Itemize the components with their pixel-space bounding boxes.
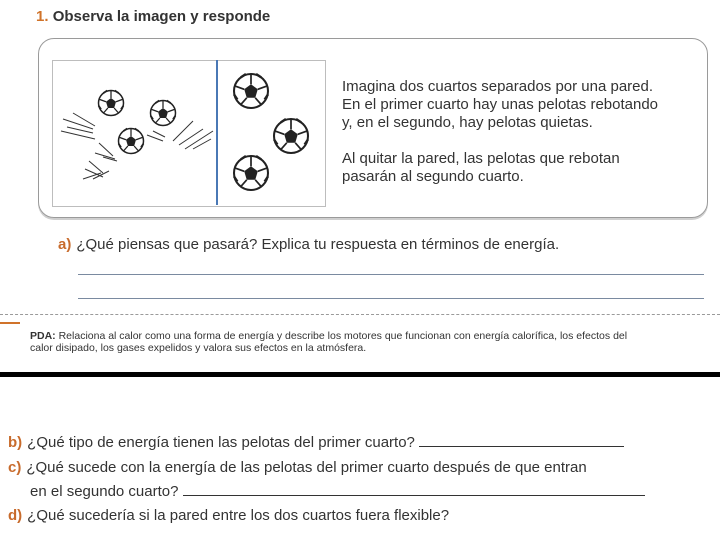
balls-drawing <box>53 61 325 206</box>
question-a <box>58 236 559 253</box>
question-text: en el segundo cuarto? <box>30 483 179 500</box>
question-text: ¿Qué piensas que pasará? Explica tu respuesta en términos de energía. <box>76 236 560 253</box>
question-label: b) <box>8 434 23 451</box>
question-c-continued <box>30 483 645 500</box>
pda-note <box>30 330 710 354</box>
question-label: a) <box>58 236 72 253</box>
answer-line[interactable] <box>78 274 704 275</box>
scenario-description <box>342 78 702 204</box>
still-ball <box>274 119 308 153</box>
description-line: pasarán al segundo cuarto. <box>342 168 524 185</box>
pda-text-line: calor disipado, los gases expelidos y valora sus efectos en la atmósfera. <box>30 342 367 354</box>
exercise-title-text: Observa la imagen y responde <box>52 8 271 25</box>
still-ball <box>234 74 268 108</box>
bouncing-ball <box>151 101 176 126</box>
question-c <box>8 459 587 476</box>
description-line: En el primer cuarto hay unas pelotas rebotando <box>342 96 659 113</box>
question-text: ¿Qué sucedería si la pared entre los dos cuartos fuera flexible? <box>27 507 450 524</box>
question-b <box>8 434 624 451</box>
rooms-illustration <box>52 60 326 207</box>
page-break-bar <box>0 372 720 377</box>
bouncing-ball <box>99 91 124 116</box>
pda-label: PDA: <box>30 330 56 342</box>
room-wall <box>216 60 218 205</box>
answer-line[interactable] <box>419 446 624 447</box>
pda-marker <box>0 322 20 324</box>
question-text: ¿Qué sucede con la energía de las pelotas del primer cuarto después de que entran <box>26 459 587 476</box>
answer-line[interactable] <box>183 495 645 496</box>
description-line: Al quitar la pared, las pelotas que rebotan <box>342 150 620 167</box>
question-label: d) <box>8 507 23 524</box>
section-divider <box>0 314 720 315</box>
answer-line[interactable] <box>78 298 704 299</box>
pda-text-line: Relaciona al calor como una forma de energía y describe los motores que funcionan con energía calorífica, los efectos del <box>58 330 628 342</box>
bouncing-ball <box>119 129 144 154</box>
description-line: Imagina dos cuartos separados por una pared. <box>342 78 654 95</box>
question-text: ¿Qué tipo de energía tienen las pelotas del primer cuarto? <box>27 434 415 451</box>
question-label: c) <box>8 459 22 476</box>
description-line: y, en el segundo, hay pelotas quietas. <box>342 114 593 131</box>
exercise-title <box>36 8 270 25</box>
exercise-number: 1. <box>36 8 49 25</box>
question-d <box>8 507 449 524</box>
still-ball <box>234 156 268 190</box>
